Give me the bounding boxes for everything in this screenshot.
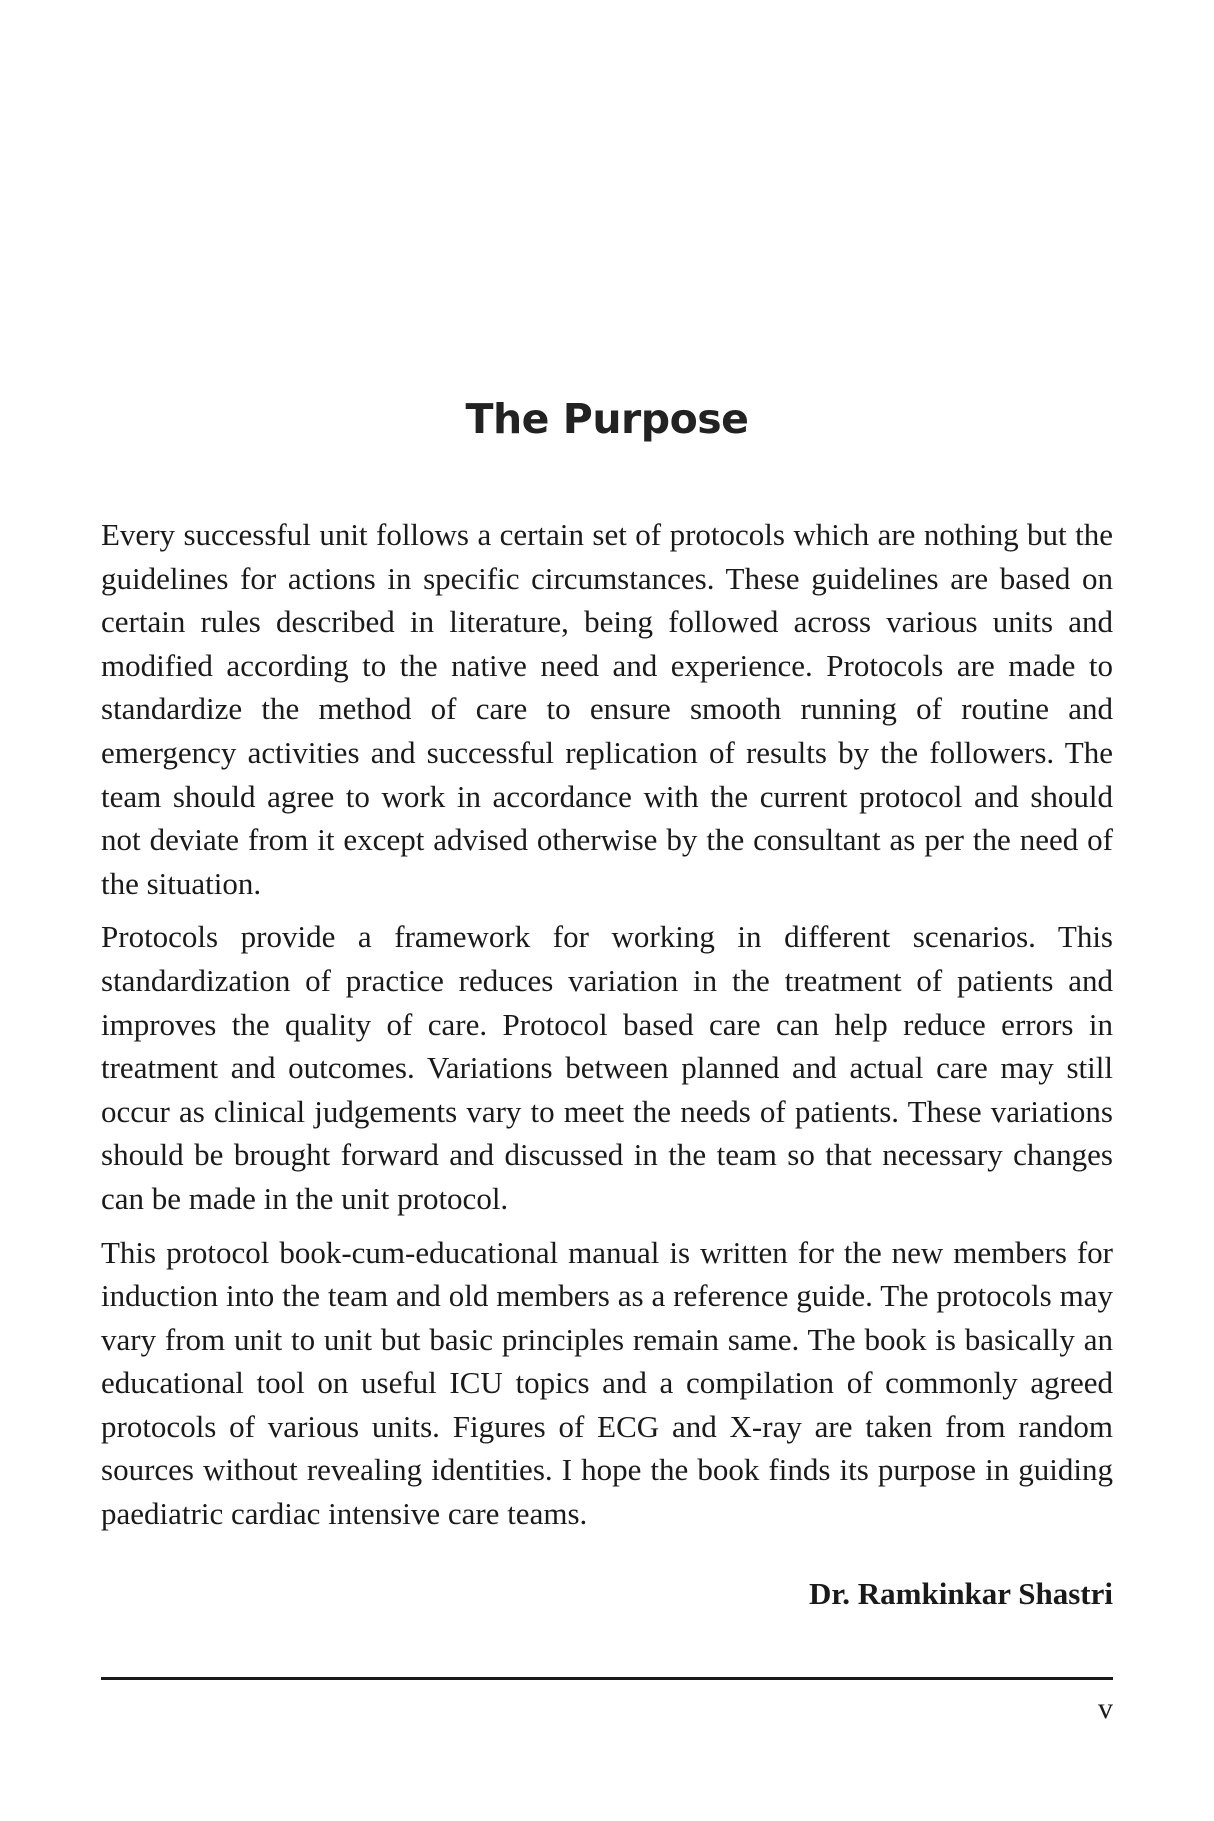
paragraph: Protocols provide a framework for working in different scenarios. This standardization of practice reduces variation in the treatment of patients and improves the quality of care. Protocol based care can help reduce errors in treatment and outcomes. Variations between planned and actual care may still occur as clinical judgements vary to meet the needs of patients. These variations should be brought forward and discussed in the team so that necessary changes can be made in the unit protocol. (101, 919, 1113, 1216)
paragraph: Every successful unit follows a certain set of protocols which are nothing but the guidelines for actions in specific circumstances. These guidelines are based on certain rules described in literature, being followed across various units and modified according to the native need and experience. Protocols are made to standardize the method of care to ensure smooth running of routine and emergency activities and successful replication of results by the followers. The team should agree to work in accordance with the current protocol and should not deviate from it except advised otherwise by the consultant as per the need of the situation. (101, 517, 1113, 901)
page-title: The Purpose (465, 395, 749, 443)
footer-divider (101, 1677, 1113, 1680)
paragraph: This protocol book-cum-educational manual is written for the new members for induction into the team and old members as a reference guide. The protocols may vary from unit to unit but basic principles remain same. The book is basically an educational tool on useful ICU topics and a compilation of commonly agreed protocols of various units. Figures of ECG and X-ray are taken from random sources without revealing identities. I hope the book finds its purpose in guiding paediatric cardiac intensive care teams. (101, 1234, 1113, 1532)
body-text (101, 513, 1113, 1546)
author-signature: Dr. Ramkinkar Shastri (808, 1576, 1113, 1611)
page-number: v (1098, 1692, 1113, 1725)
